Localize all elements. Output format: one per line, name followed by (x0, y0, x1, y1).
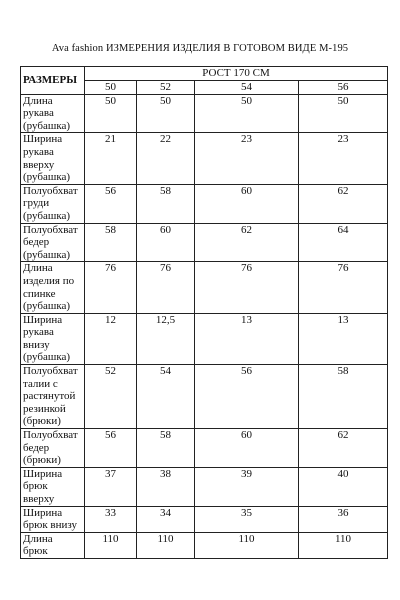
measurement-label-line: Ширина (23, 133, 63, 146)
measurement-label-line: Длина (23, 262, 53, 275)
measurement-label (21, 184, 85, 223)
measurement-value: 38 (137, 467, 195, 506)
measurement-value: 13 (299, 313, 388, 364)
measurement-value: 36 (299, 506, 388, 532)
measurement-label-line: (рубашка) (23, 248, 71, 261)
measurement-value: 110 (137, 532, 195, 558)
measurement-value: 58 (85, 223, 137, 262)
document-title (0, 43, 400, 54)
measurement-value: 62 (195, 223, 299, 262)
measurement-label-line: брюк (23, 480, 48, 493)
size-cell: 54 (195, 80, 299, 94)
measurement-value: 110 (299, 532, 388, 558)
measurements-table (20, 66, 388, 559)
measurement-label-line: вверху (23, 493, 55, 505)
measurement-label-line: бедер (23, 236, 50, 249)
measurement-label (21, 313, 85, 364)
table-row (21, 429, 388, 468)
measurement-value: 60 (195, 184, 299, 223)
measurement-value: 76 (137, 262, 195, 313)
measurement-value: 60 (195, 429, 299, 468)
measurement-label-line: брюк внизу (23, 519, 77, 532)
measurement-value: 76 (85, 262, 137, 313)
table-row (21, 365, 388, 429)
size-cell: 56 (299, 80, 388, 94)
measurement-label-line: изделия по (23, 274, 75, 287)
header-sizes: РАЗМЕРЫ (21, 67, 85, 95)
measurement-label-line: рукава (23, 326, 54, 339)
measurement-value: 21 (85, 133, 137, 184)
measurement-label-line: (рубашка) (23, 209, 71, 222)
measurement-value: 12 (85, 313, 137, 364)
size-cell: 52 (137, 80, 195, 94)
table-row (21, 532, 388, 558)
brand-name: Ava fashion (51, 43, 104, 54)
measurement-value: 110 (85, 532, 137, 558)
measurement-value: 62 (299, 184, 388, 223)
measurement-value: 54 (137, 365, 195, 429)
measurement-label-line: (рубашка) (23, 351, 71, 364)
measurement-value: 35 (195, 506, 299, 532)
measurement-value: 52 (85, 365, 137, 429)
measurement-label-line: Полуобхват (23, 365, 78, 378)
measurement-value: 110 (195, 532, 299, 558)
header-height: РОСТ 170 СМ (85, 67, 388, 81)
measurement-label-line: талии с (23, 377, 58, 390)
measurement-value: 50 (85, 94, 137, 133)
measurement-label-line: Полуобхват (23, 223, 78, 236)
measurement-label (21, 365, 85, 429)
measurement-label (21, 429, 85, 468)
measurement-value: 50 (299, 94, 388, 133)
measurement-label-line: резинкой (23, 402, 66, 415)
measurement-label-line: (рубашка) (23, 171, 71, 184)
measurement-value: 33 (85, 506, 137, 532)
measurement-label (21, 506, 85, 532)
measurement-label-line: спинке (23, 287, 56, 300)
measurement-label-line: Длина (23, 532, 53, 545)
measurement-label-line: рукава (23, 145, 54, 158)
measurement-value: 22 (137, 133, 195, 184)
measurement-value: 23 (195, 133, 299, 184)
measurement-value: 58 (137, 429, 195, 468)
measurement-value: 58 (137, 184, 195, 223)
measurement-value: 64 (299, 223, 388, 262)
measurement-label (21, 223, 85, 262)
measurement-label-line: брюк (23, 545, 48, 558)
table-row (21, 506, 388, 532)
measurement-value: 50 (137, 94, 195, 133)
table-row (21, 223, 388, 262)
measurement-value: 13 (195, 313, 299, 364)
measurement-label-line: (рубашка) (23, 119, 71, 132)
measurement-label-line: растянутой (23, 390, 76, 403)
measurement-label (21, 262, 85, 313)
measurement-value: 56 (195, 365, 299, 429)
measurement-value: 76 (299, 262, 388, 313)
measurement-value: 58 (299, 365, 388, 429)
measurement-value: 56 (85, 184, 137, 223)
measurement-value: 23 (299, 133, 388, 184)
measurement-label-line: рукава (23, 107, 54, 120)
measurement-label-line: Ширина (23, 467, 63, 480)
measurement-value: 50 (195, 94, 299, 133)
measurement-label-line: бедер (23, 441, 50, 454)
measurement-value: 56 (85, 429, 137, 468)
measurement-value: 62 (299, 429, 388, 468)
measurement-label-line: Полуобхват (23, 429, 78, 442)
table-row (21, 184, 388, 223)
measurement-label-line: груди (23, 197, 50, 210)
measurement-label (21, 532, 85, 558)
measurement-label (21, 94, 85, 133)
measurement-value: 60 (137, 223, 195, 262)
measurement-label-line: Ширина (23, 313, 63, 326)
measurement-label-line: внизу (23, 338, 50, 351)
measurement-label-line: Длина (23, 94, 53, 107)
measurement-label-line: (брюки) (23, 454, 61, 467)
table-header-row (21, 67, 388, 81)
measurement-label-line: (брюки) (23, 415, 61, 428)
measurement-value: 40 (299, 467, 388, 506)
title-caption: ИЗМЕРЕНИЯ ИЗДЕЛИЯ В ГОТОВОМ ВИДЕ М-195 (105, 43, 349, 54)
measurement-value: 39 (195, 467, 299, 506)
size-cell: 50 (85, 80, 137, 94)
table-row (21, 94, 388, 133)
measurement-value: 12,5 (137, 313, 195, 364)
table-row (21, 313, 388, 364)
measurement-label (21, 133, 85, 184)
measurement-label-line: (рубашка) (23, 300, 71, 313)
measurement-label (21, 467, 85, 506)
measurement-label-line: вверху (23, 158, 55, 171)
measurement-value: 76 (195, 262, 299, 313)
measurement-value: 34 (137, 506, 195, 532)
measurement-value: 37 (85, 467, 137, 506)
table-row (21, 467, 388, 506)
table-row (21, 262, 388, 313)
measurement-label-line: Ширина (23, 506, 63, 519)
measurement-label-line: Полуобхват (23, 184, 78, 197)
table-row (21, 133, 388, 184)
table-body (21, 94, 388, 558)
